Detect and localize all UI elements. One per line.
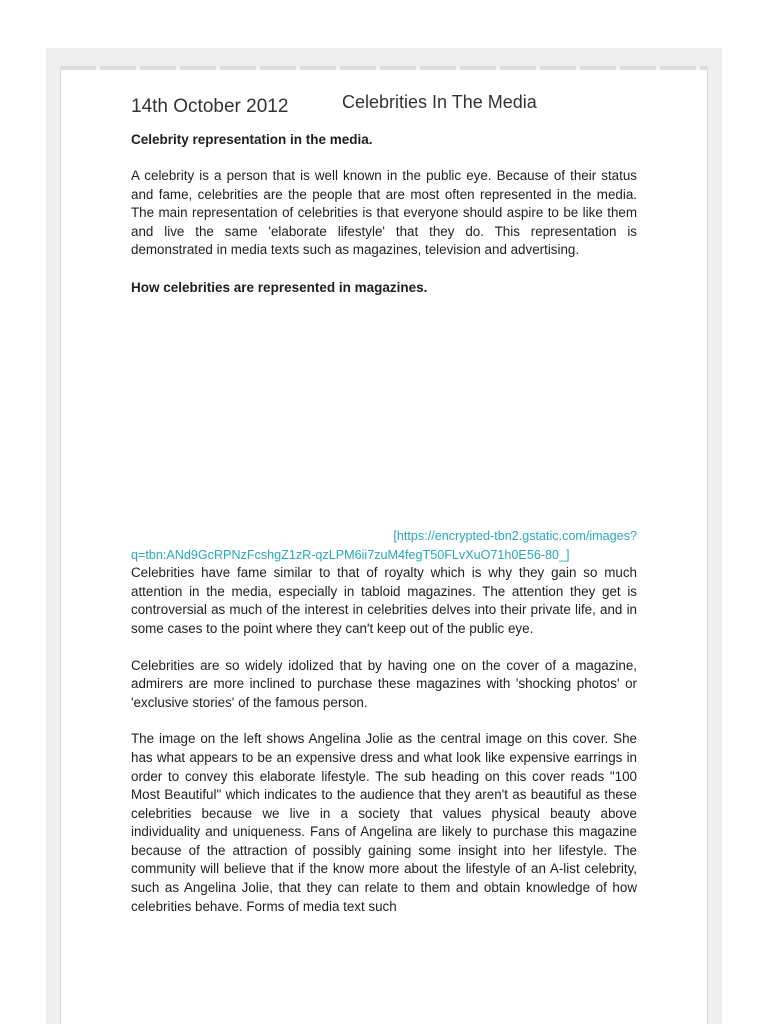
paragraph-angelina: The image on the left shows Angelina Jolie as the central image on this cover. She has what appears to be an expensive dress and what look like expensive earrings in order to convey this elaborate lifestyle. The sub heading on this cover reads "100 Most Beautiful" which indicates to the audience that they aren't as beautiful as these celebrities because we live in a society that values physical beauty above individuality and uniqueness. Fans of Angelina are likely to purchase this magazine because of the attraction of possibly gaining some insight into her lifestyle. The community will believe that if the know more about the lifestyle of an A-list celebrity, such as Angelina Jolie, that they can relate to them and obtain knowledge of how celebrities behave. Forms of media text such [131, 731, 637, 914]
image-source-link[interactable]: [https://encrypted-tbn2.gstatic.com/images? [393, 528, 637, 543]
page-top-border [60, 66, 708, 70]
image-placeholder [131, 297, 637, 527]
paragraph-idolized: Celebrities are so widely idolized that by having one on the cover of a magazine, admirers are more inclined to purchase these magazines with 'shocking photos' or 'exclusive stories' of the famous person. [131, 657, 637, 710]
paragraph-fame: Celebrities have fame similar to that of royalty which is why they gain so much attention in the media, especially in tabloid magazines. The attention they get is controversial as much of the interest in celebrities delves into their private life, and in some cases to the point where they can't keep out of the public eye. [131, 565, 637, 636]
paragraph-intro: A celebrity is a person that is well known in the public eye. Because of their status and fame, celebrities are the people that are most often represented in the media. The main representation of celebrities is that everyone should aspire to be like them and live the same 'elaborate lifestyle' that they do. This representation is demonstrated in media texts such as magazines, television and advertising. [131, 168, 637, 258]
post-title: Celebrities In The Media [342, 92, 537, 112]
section-heading-representation: Celebrity representation in the media. [131, 132, 373, 147]
section-heading-magazines: How celebrities are represented in magazines. [131, 279, 428, 295]
post-date: 14th October 2012 [131, 96, 289, 117]
post-header [131, 90, 637, 130]
post-content [131, 90, 637, 916]
image-source-link-continued[interactable]: q=tbn:ANd9GcRPNzFcshgZ1zR-qzLPM6ii7zuM4fegT50FLvXuO71h0E56-80_] [131, 547, 570, 562]
